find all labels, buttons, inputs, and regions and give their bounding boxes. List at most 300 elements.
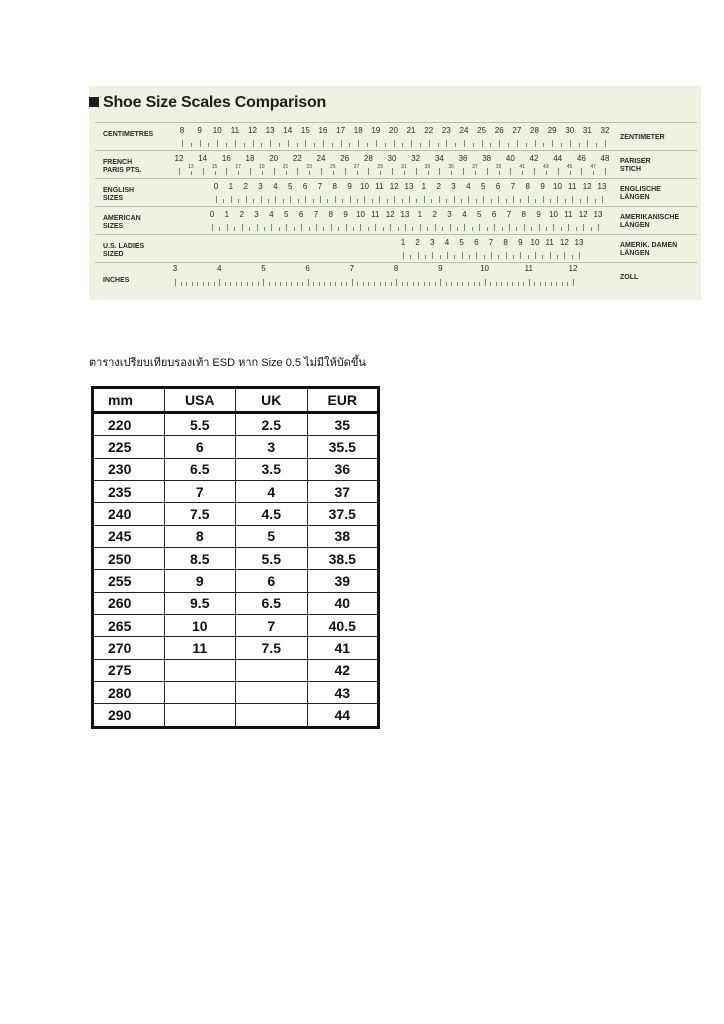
scale-minor-tick: [333, 171, 334, 175]
cell-eur: 41: [307, 637, 379, 659]
cell-mm: 265: [93, 615, 165, 637]
scale-minor-tick: [252, 282, 253, 286]
scale-number: 1: [224, 210, 230, 219]
scale-tick: [416, 168, 417, 175]
scale-minor-tick: [262, 171, 263, 175]
scale-number: 42: [529, 154, 539, 163]
scale-minor-tick: [440, 255, 441, 259]
scale-minor-tick: [410, 255, 411, 259]
scale-tick: [297, 168, 298, 175]
scale-row: [95, 150, 697, 179]
cell-eur: 37: [307, 481, 379, 503]
scale-number: 2: [415, 238, 420, 247]
table-row: [93, 481, 379, 503]
table-row: [93, 659, 379, 681]
scale-minor-tick: [238, 171, 239, 175]
scale-number: 10: [553, 182, 562, 191]
scale-number: 4: [466, 182, 471, 191]
cell-eur: 37.5: [307, 503, 379, 525]
scale-minor-tick: [286, 171, 287, 175]
scale-tick: [376, 140, 377, 147]
header-usa: USA: [164, 388, 236, 413]
scale-minor-tick: [264, 227, 265, 231]
scale-minor-tick: [550, 199, 551, 203]
scale-number: 8: [521, 210, 526, 219]
scale-sub-number: 35: [448, 164, 454, 170]
scale-minor-tick: [580, 199, 581, 203]
table-row: [93, 458, 379, 480]
scale-minor-tick: [424, 282, 425, 286]
cell-uk: 5: [236, 525, 308, 547]
scale-number: 8: [393, 264, 399, 273]
scale-number: 31: [582, 126, 592, 135]
scale-number: 6: [491, 210, 497, 219]
scale-number: 7: [313, 210, 319, 219]
scale-tick: [212, 224, 213, 231]
scale-tick: [358, 140, 359, 147]
scale-tick: [602, 196, 603, 203]
scale-minor-tick: [249, 227, 250, 231]
cell-eur: 40: [307, 592, 379, 614]
scale-number: 11: [545, 238, 554, 247]
scale-number: 4: [269, 210, 274, 219]
cell-mm: 240: [93, 503, 165, 525]
scale-minor-tick: [286, 282, 287, 286]
scale-minor-tick: [314, 143, 315, 147]
cell-mm: 230: [93, 458, 165, 480]
scale-minor-tick: [596, 143, 597, 147]
scale-number: 6: [305, 264, 310, 273]
table-row: [93, 682, 379, 704]
cell-usa: 7.5: [164, 503, 236, 525]
scale-number: 0: [213, 182, 219, 191]
scale-tick: [392, 168, 393, 175]
scale-tick: [396, 279, 397, 286]
scale-number: 6: [302, 182, 308, 191]
scale-tick: [476, 252, 477, 259]
scale-minor-tick: [435, 282, 436, 286]
scale-number: 12: [248, 126, 257, 135]
scale-row-label-right: ZENTIMETER: [620, 134, 665, 141]
cell-usa: 8: [164, 525, 236, 547]
scale-tick: [203, 168, 204, 175]
scale-number: 32: [600, 126, 610, 135]
scale-tick: [290, 196, 291, 203]
scale-row-label: U.S. LADIES SIZED: [103, 243, 145, 258]
scale-number: 13: [593, 210, 603, 219]
scale-number: 11: [230, 126, 240, 135]
table-row: [93, 503, 379, 525]
scale-minor-tick: [319, 282, 320, 286]
scale-tick: [579, 252, 580, 259]
scale-tick: [320, 196, 321, 203]
scale-sub-number: 47: [590, 164, 596, 170]
scale-minor-tick: [244, 143, 245, 147]
cell-uk: 5.5: [236, 548, 308, 570]
scale-number: 10: [356, 210, 365, 219]
scale-minor-tick: [268, 199, 269, 203]
scale-number: 13: [574, 238, 584, 247]
scale-row-label-right: AMERIKANISCHE LÄNGEN: [620, 214, 680, 229]
scale-tick: [242, 224, 243, 231]
table-row: [93, 436, 379, 458]
scale-tick: [491, 252, 492, 259]
scale-tick: [464, 224, 465, 231]
scale-minor-tick: [279, 227, 280, 231]
cell-usa: 10: [164, 615, 236, 637]
scale-tick: [271, 224, 272, 231]
cell-mm: 280: [93, 682, 165, 704]
scale-tick: [418, 252, 419, 259]
scale-minor-tick: [518, 282, 519, 286]
scale-minor-tick: [420, 143, 421, 147]
scale-number: 12: [568, 264, 578, 273]
scale-number: 12: [559, 238, 569, 247]
scale-number: 32: [411, 154, 421, 163]
scale-minor-tick: [226, 143, 227, 147]
scale-minor-tick: [562, 282, 563, 286]
cell-eur: 43: [307, 682, 379, 704]
scale-tick: [483, 196, 484, 203]
scale-tick: [572, 196, 573, 203]
cell-eur: 44: [307, 704, 379, 728]
scale-number: 12: [578, 210, 588, 219]
scale-row-label-right: PARISER STICH: [620, 158, 651, 173]
scale-tick: [308, 279, 309, 286]
cell-eur: 35.5: [307, 436, 379, 458]
scale-minor-tick: [238, 199, 239, 203]
scale-minor-tick: [197, 282, 198, 286]
scale-minor-tick: [208, 282, 209, 286]
scale-tick: [375, 224, 376, 231]
scale-minor-tick: [468, 282, 469, 286]
scale-tick: [587, 196, 588, 203]
scale-number: 17: [336, 126, 346, 135]
scale-tick: [219, 279, 220, 286]
scale-minor-tick: [309, 227, 310, 231]
scale-number: 9: [197, 126, 202, 135]
scale-tick: [529, 279, 530, 286]
scale-number: 2: [432, 210, 437, 219]
cell-uk: 3.5: [236, 458, 308, 480]
scale-number: 27: [512, 126, 522, 135]
scale-minor-tick: [446, 282, 447, 286]
scale-minor-tick: [428, 171, 429, 175]
cell-uk: 4.5: [236, 503, 308, 525]
scale-tick: [535, 140, 536, 147]
scale-tick: [331, 224, 332, 231]
cell-usa: 8.5: [164, 548, 236, 570]
scale-minor-tick: [261, 143, 262, 147]
scale-row-label-right: ZOLL: [620, 274, 639, 281]
scale-number: 19: [371, 126, 381, 135]
scale-number: 15: [300, 126, 310, 135]
scale-minor-tick: [223, 199, 224, 203]
scale-tick: [305, 196, 306, 203]
scale-minor-tick: [472, 227, 473, 231]
scale-tick: [510, 168, 511, 175]
scale-minor-tick: [349, 143, 350, 147]
scale-row: [95, 206, 697, 235]
scale-minor-tick: [357, 171, 358, 175]
scale-minor-tick: [398, 227, 399, 231]
scale-sub-number: 29: [377, 164, 383, 170]
scale-tick: [552, 140, 553, 147]
scale-tick: [498, 196, 499, 203]
scale-minor-tick: [557, 255, 558, 259]
cell-mm: 225: [93, 436, 165, 458]
cell-uk: [236, 682, 308, 704]
scale-number: 44: [553, 154, 563, 163]
scale-number: 7: [506, 210, 512, 219]
scale-tick: [301, 224, 302, 231]
scale-sub-number: 43: [543, 164, 549, 170]
scale-sub-number: 33: [424, 164, 431, 170]
scale-number: 3: [430, 238, 435, 247]
scale-minor-tick: [593, 171, 594, 175]
scale-number: 9: [536, 210, 541, 219]
scale-minor-tick: [473, 143, 474, 147]
scale-sub-number: 31: [401, 164, 407, 170]
scale-minor-tick: [595, 199, 596, 203]
scale-minor-tick: [451, 282, 452, 286]
scale-tick: [368, 168, 369, 175]
cell-usa: [164, 704, 236, 728]
scale-number: 38: [482, 154, 492, 163]
scale-minor-tick: [215, 171, 216, 175]
scale-minor-tick: [208, 143, 209, 147]
scale-number: 1: [421, 182, 427, 191]
scale-minor-tick: [367, 143, 368, 147]
scale-minor-tick: [279, 143, 280, 147]
scale-minor-tick: [526, 143, 527, 147]
scale-number: 25: [477, 126, 487, 135]
scale-number: 8: [328, 210, 333, 219]
scale-minor-tick: [425, 255, 426, 259]
scale-number: 7: [317, 182, 323, 191]
scale-minor-tick: [280, 282, 281, 286]
scale-tick: [450, 224, 451, 231]
scale-tick: [432, 252, 433, 259]
cell-mm: 245: [93, 525, 165, 547]
scale-minor-tick: [469, 255, 470, 259]
scale-tick: [352, 279, 353, 286]
scale-number: 2: [243, 182, 248, 191]
scale-tick: [539, 224, 540, 231]
scale-tick: [479, 224, 480, 231]
scale-sub-number: 27: [353, 164, 360, 170]
scale-number: 2: [436, 182, 441, 191]
scale-tick: [447, 252, 448, 259]
shoe-size-scale-chart: [89, 86, 701, 300]
scale-minor-tick: [230, 282, 231, 286]
scale-tick: [463, 168, 464, 175]
scale-minor-tick: [418, 282, 419, 286]
scale-tick: [390, 224, 391, 231]
scale-minor-tick: [385, 143, 386, 147]
scale-number: 4: [216, 264, 222, 273]
scale-minor-tick: [380, 171, 381, 175]
scale-tick: [462, 252, 463, 259]
scale-minor-tick: [490, 143, 491, 147]
scale-minor-tick: [413, 282, 414, 286]
scale-number: 5: [476, 210, 482, 219]
scale-tick: [227, 224, 228, 231]
scale-minor-tick: [407, 282, 408, 286]
scale-minor-tick: [546, 171, 547, 175]
scale-minor-tick: [535, 199, 536, 203]
scale-sub-number: 19: [259, 164, 265, 170]
scale-row-label: FRENCH PARIS PTS.: [103, 159, 142, 174]
scale-minor-tick: [357, 199, 358, 203]
scale-minor-tick: [457, 282, 458, 286]
scale-tick: [275, 196, 276, 203]
scale-tick: [494, 224, 495, 231]
scale-tick: [394, 140, 395, 147]
scale-number: 23: [441, 126, 451, 135]
scale-tick: [231, 196, 232, 203]
table-row: [93, 637, 379, 659]
scale-minor-tick: [258, 282, 259, 286]
scale-tick: [506, 252, 507, 259]
scale-tick: [274, 168, 275, 175]
scale-minor-tick: [191, 171, 192, 175]
scale-minor-tick: [402, 282, 403, 286]
scale-number: 26: [340, 154, 350, 163]
scale-number: 5: [261, 264, 266, 273]
table-row: [93, 413, 379, 436]
scale-tick: [175, 279, 176, 286]
cell-usa: 11: [164, 637, 236, 659]
scale-tick: [394, 196, 395, 203]
scale-number: 11: [371, 210, 380, 219]
scale-number: 9: [438, 264, 443, 273]
scale-tick: [360, 224, 361, 231]
cell-eur: 38: [307, 525, 379, 547]
scale-number: 5: [459, 238, 464, 247]
scale-minor-tick: [591, 227, 592, 231]
scale-tick: [513, 196, 514, 203]
scale-tick: [182, 140, 183, 147]
scale-minor-tick: [203, 282, 204, 286]
scale-minor-tick: [313, 199, 314, 203]
scale-number: 8: [332, 182, 337, 191]
scale-minor-tick: [236, 282, 237, 286]
scale-tick: [364, 196, 365, 203]
scale-number: 22: [292, 154, 302, 163]
scale-tick: [321, 168, 322, 175]
scale-minor-tick: [335, 282, 336, 286]
scale-minor-tick: [551, 282, 552, 286]
scale-minor-tick: [528, 255, 529, 259]
cell-uk: 6.5: [236, 592, 308, 614]
scale-tick: [411, 140, 412, 147]
scale-number: 22: [424, 126, 434, 135]
scale-minor-tick: [291, 282, 292, 286]
scale-number: 4: [444, 238, 450, 247]
scale-minor-tick: [380, 282, 381, 286]
scale-sub-number: 15: [211, 164, 218, 170]
scale-number: 8: [503, 238, 508, 247]
scale-minor-tick: [253, 199, 254, 203]
scale-tick: [464, 140, 465, 147]
scale-number: 3: [447, 210, 452, 219]
cell-mm: 275: [93, 659, 165, 681]
scale-row: [95, 178, 697, 207]
cell-usa: 9: [164, 570, 236, 592]
scale-row-label: ENGLISH SIZES: [103, 187, 135, 202]
scale-tick: [568, 224, 569, 231]
scale-minor-tick: [323, 227, 324, 231]
scale-number: 10: [549, 210, 558, 219]
scale-sub-number: 23: [306, 164, 312, 170]
scale-sub-number: 21: [282, 164, 289, 170]
scale-minor-tick: [294, 227, 295, 231]
scale-minor-tick: [561, 143, 562, 147]
scale-tick: [435, 224, 436, 231]
cell-mm: 235: [93, 481, 165, 503]
scale-number: 48: [600, 154, 610, 163]
title-bullet-icon: [89, 97, 99, 107]
scale-minor-tick: [442, 227, 443, 231]
scale-tick: [346, 224, 347, 231]
scale-number: 6: [495, 182, 501, 191]
scale-minor-tick: [346, 282, 347, 286]
scale-minor-tick: [545, 282, 546, 286]
scale-sub-number: 17: [235, 164, 241, 170]
scale-row-label-right: ENGLISCHE LÄNGEN: [620, 186, 661, 201]
scale-minor-tick: [368, 282, 369, 286]
scale-tick: [439, 196, 440, 203]
table-row: [93, 525, 379, 547]
scale-tick: [405, 224, 406, 231]
scale-tick: [524, 224, 525, 231]
scale-number: 24: [316, 154, 326, 163]
scale-minor-tick: [461, 199, 462, 203]
scale-minor-tick: [513, 255, 514, 259]
scale-number: 13: [597, 182, 607, 191]
scale-tick: [485, 279, 486, 286]
scale-tick: [270, 140, 271, 147]
scale-minor-tick: [341, 282, 342, 286]
scale-minor-tick: [438, 143, 439, 147]
scale-tick: [587, 140, 588, 147]
scale-tick: [509, 224, 510, 231]
scale-minor-tick: [431, 199, 432, 203]
scale-minor-tick: [383, 227, 384, 231]
scale-number: 5: [283, 210, 289, 219]
scale-tick: [261, 196, 262, 203]
scale-minor-tick: [234, 227, 235, 231]
scale-minor-tick: [506, 199, 507, 203]
scale-minor-tick: [402, 199, 403, 203]
scale-minor-tick: [556, 282, 557, 286]
scale-minor-tick: [475, 171, 476, 175]
scale-number: 34: [434, 154, 444, 163]
cell-uk: 3: [236, 436, 308, 458]
scale-minor-tick: [523, 282, 524, 286]
scale-minor-tick: [476, 199, 477, 203]
scale-minor-tick: [546, 227, 547, 231]
header-mm: mm: [93, 388, 165, 413]
scale-tick: [517, 140, 518, 147]
size-conversion-table: [91, 386, 380, 729]
scale-number: 1: [228, 182, 234, 191]
scale-minor-tick: [572, 255, 573, 259]
scale-number: 1: [400, 238, 406, 247]
scale-row-label-right: AMERIK. DAMEN LÄNGEN: [620, 242, 678, 257]
scale-tick: [468, 196, 469, 203]
